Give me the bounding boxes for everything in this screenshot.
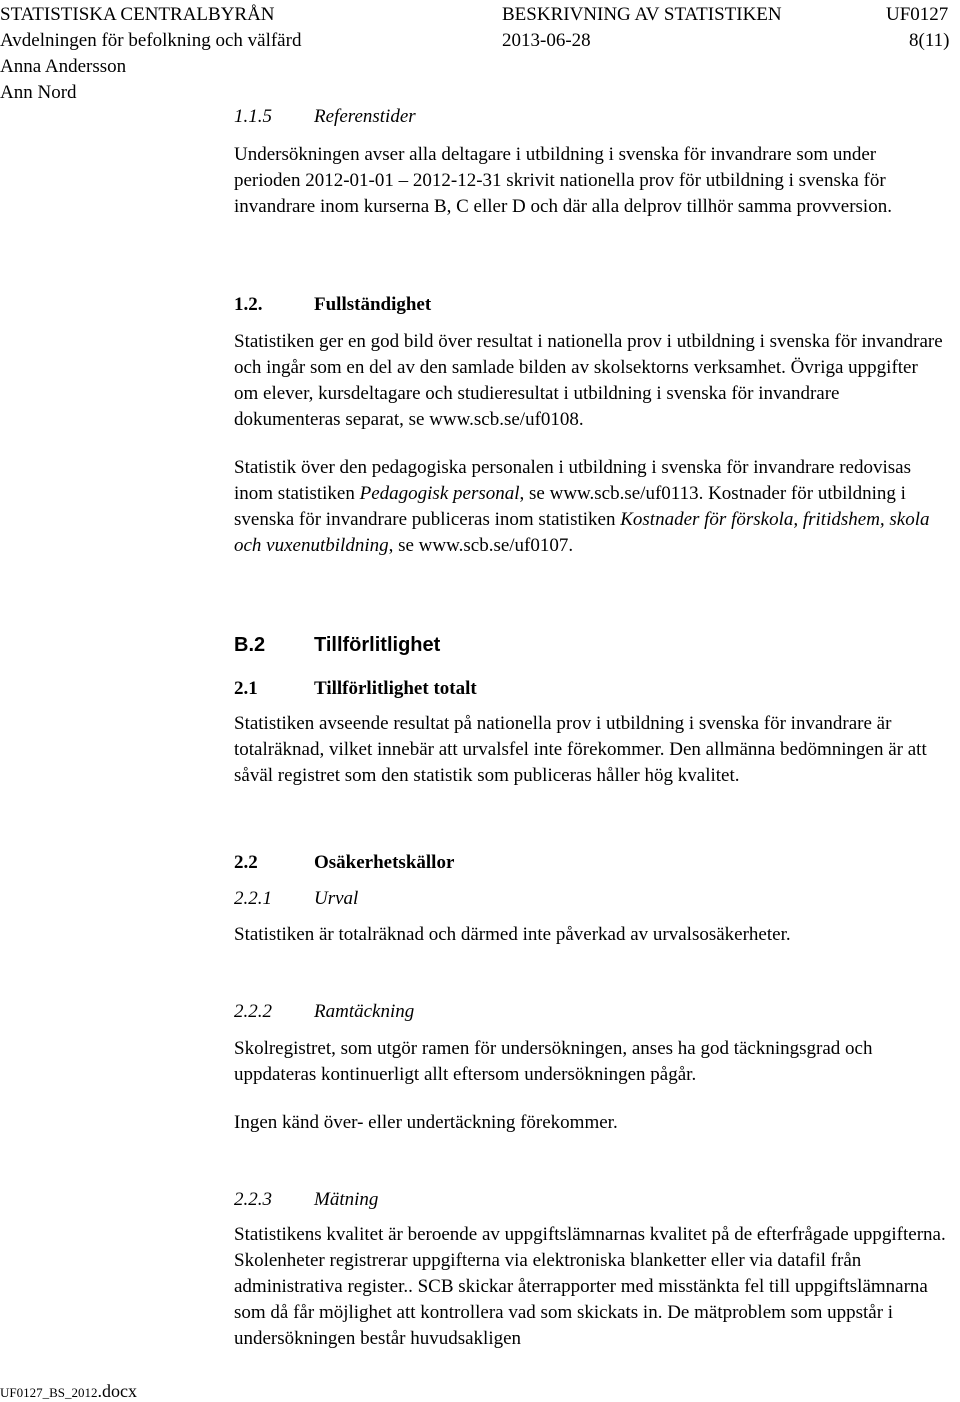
heading-number: 1.1.5 <box>234 106 272 127</box>
header-author-1: Anna Andersson <box>0 56 127 77</box>
heading-title: Fullständighet <box>314 294 432 315</box>
heading-2-2 <box>234 851 454 875</box>
paragraph-fullstandighet-1: Statistiken ger en god bild över resultat i nationella prov i utbildning i svenska för invandrare och ingår som en del av den samlade bilden av skolsektorns verksamhet. Övriga uppgifter om elever, kursdeltagare och studieresultat i utbildning i svenska för invandrare dokumenteras separat, se www.scb.se/uf0108. <box>234 331 943 430</box>
heading-title: Tillförlitlighet <box>314 634 441 656</box>
heading-1-2 <box>234 293 431 317</box>
paragraph-referenstider: Undersökningen avser alla deltagare i utbildning i svenska för invandrare som under perioden 2012-01-01 – 2012-12-31 skrivit nationella prov för utbildning i svenska för invandrare inom kurserna B, C eller D och där alla delprov tillhör samma provversion. <box>234 144 892 217</box>
header-code: UF0127 <box>886 4 949 25</box>
heading-number: 2.2.2 <box>234 1001 272 1022</box>
heading-b-2 <box>234 633 440 657</box>
heading-number: B.2 <box>234 634 266 656</box>
heading-title: Mätning <box>314 1189 379 1210</box>
header-author-2: Ann Nord <box>0 82 77 103</box>
heading-title: Urval <box>314 888 359 909</box>
heading-number: 2.2 <box>234 852 258 873</box>
heading-number: 2.2.3 <box>234 1189 272 1210</box>
heading-title: Tillförlitlighet totalt <box>314 678 477 699</box>
header-date: 2013-06-28 <box>502 30 591 51</box>
header-department: Avdelningen för befolkning och välfärd <box>0 30 302 51</box>
header-page: 8(11) <box>909 30 950 51</box>
paragraph-matning: Statistikens kvalitet är beroende av uppgiftslämnarnas kvalitet på de efterfrågade uppgifterna. Skolenheter registrerar uppgifterna via elektroniska blanketter eller via datafil från administrativa register.. SCB skickar återrapporter med misstänkta fel till uppgiftslämnarna som då får möjlighet att kontrollera vad som skickats in. De mätproblem som uppstår i undersökningen består huvudsakligen <box>234 1224 946 1349</box>
heading-number: 1.2. <box>234 294 263 315</box>
heading-2-2-2 <box>234 1000 414 1024</box>
header-doc-type: BESKRIVNING AV STATISTIKEN <box>502 4 782 25</box>
footer-filename: UF0127_BS_2012.docx <box>0 1381 138 1401</box>
heading-2-1 <box>234 677 477 701</box>
heading-title: Osäkerhetskällor <box>314 852 455 873</box>
heading-2-2-3 <box>234 1188 378 1212</box>
heading-1-1-5 <box>234 105 416 129</box>
heading-title: Referenstider <box>314 106 416 127</box>
paragraph-urval: Statistiken är totalräknad och därmed inte påverkad av urvalsosäkerheter. <box>234 924 791 945</box>
publication-title: Pedagogisk personal <box>359 483 520 504</box>
heading-2-2-1 <box>234 887 358 911</box>
paragraph-fullstandighet-2: Statistik över den pedagogiska personalen i utbildning i svenska för invandrare redovisas inom statistiken Pedagogisk personal, se www.scb.se/uf0113. Kostnader för utbildning i svenska för invandrare publiceras inom statistiken Kostnader för förskola, fritidshem, skola och vuxenutbildning, se www.scb.se/uf0107. <box>234 457 930 556</box>
header-org: STATISTISKA CENTRALBYRÅN <box>0 4 275 25</box>
paragraph-ramtackning-2: Ingen känd över- eller undertäckning förekommer. <box>234 1112 618 1133</box>
paragraph-ramtackning-1: Skolregistret, som utgör ramen för undersökningen, anses ha god täckningsgrad och uppdateras kontinuerligt allt eftersom undersökningen pågår. <box>234 1038 873 1085</box>
publication-title: Kostnader för förskola, fritidshem, skola och vuxenutbildning <box>234 509 930 556</box>
heading-number: 2.2.1 <box>234 888 272 909</box>
heading-number: 2.1 <box>234 678 258 699</box>
paragraph-tillforlitlighet: Statistiken avseende resultat på nationella prov i utbildning i svenska för invandrare är totalräknad, vilket innebär att urvalsfel inte förekommer. Den allmänna bedömningen är att såväl registret som den statistik som publiceras håller hög kvalitet. <box>234 713 927 786</box>
heading-title: Ramtäckning <box>314 1001 415 1022</box>
